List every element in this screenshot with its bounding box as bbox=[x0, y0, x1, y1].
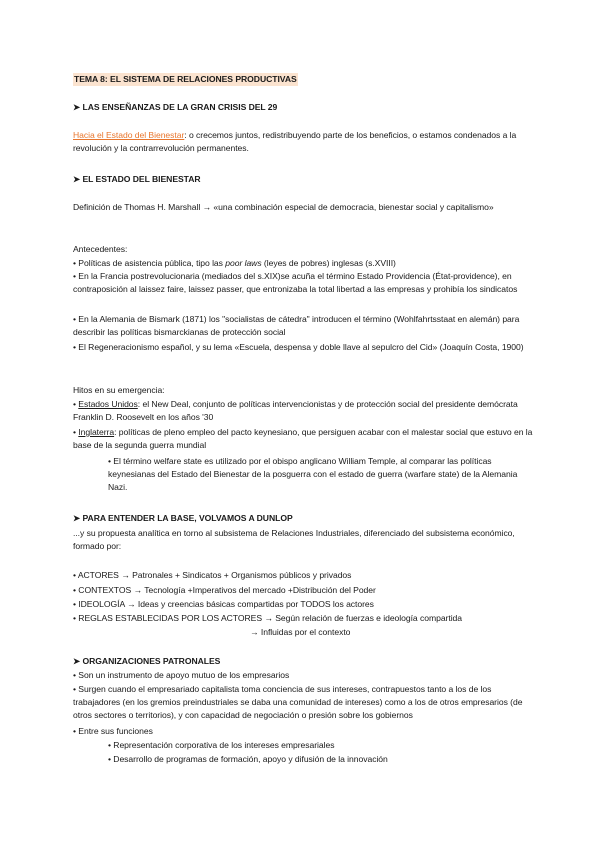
section-heading-crisis: ➤ LAS ENSEÑANZAS DE LA GRAN CRISIS DEL 29 bbox=[73, 102, 278, 112]
hitos-label: Hitos en su emergencia: bbox=[73, 385, 165, 395]
list-item: • CONTEXTOS → Tecnología +Imperativos del mercado +Distribución del Poder bbox=[73, 585, 376, 595]
page-title: TEMA 8: EL SISTEMA DE RELACIONES PRODUCTIVAS bbox=[73, 73, 298, 86]
sub-list-item: • Desarrollo de programas de formación, apoyo y difusión de la innovación bbox=[108, 754, 388, 764]
list-item: • REGLAS ESTABLECIDAS POR LOS ACTORES → Según relación de fuerzas e ideología compartida bbox=[73, 613, 463, 623]
hito-item-eeuu: • Estados Unidos: el New Deal, conjunto de políticas intervencionistas y de protección social del presidente demócrata Franklin D. Roosevelt en los años '30 bbox=[73, 399, 518, 423]
antecedente-item: • En la Francia postrevolucionaria (mediados del s.XIX)se acuña el término Estado Providencia (État-providence), en contraposición al laissez faire, laissez passer, que entronizaba la total libertad a las empresas y prohibía los sindicatos bbox=[73, 271, 518, 295]
antecedente-item: • El Regeneracionismo español, y su lema «Escuela, despensa y doble llave al sepulcro del Cid» (Joaquín Costa, 1900) bbox=[73, 342, 524, 352]
section-heading-patronales: ➤ ORGANIZACIONES PATRONALES bbox=[73, 656, 221, 666]
influidas-note: → Influidas por el contexto bbox=[250, 627, 351, 637]
dunlop-intro: ...y su propuesta analítica en torno al subsistema de Relaciones Industriales, diferenciado del subsistema económico, formado por: bbox=[73, 528, 515, 552]
section-heading-estado: ➤ EL ESTADO DEL BIENESTAR bbox=[73, 174, 201, 184]
list-item: • Surgen cuando el empresariado capitalista toma conciencia de sus intereses, contrapuestos tanto a los de los trabajadores (en los gremios preindustriales se daba una comunidad de intereses) como a los de otros empresarios (de otros sectores o territorios), y con capacidad de negociación o presión sobre los gobiernos bbox=[73, 684, 523, 721]
link-estado-bienestar[interactable]: Hacia el Estado del Bienestar bbox=[73, 130, 185, 140]
antecedentes-label: Antecedentes: bbox=[73, 244, 128, 254]
list-item: • ACTORES → Patronales + Sindicatos + Organismos públicos y privados bbox=[73, 570, 352, 580]
sub-list-item: • Representación corporativa de los intereses empresariales bbox=[108, 740, 335, 750]
paragraph-bienestar-text: : o crecemos juntos, redistribuyendo parte de los beneficios, o estamos condenados a la revolución y la contrarrevolución permanentes. bbox=[73, 130, 517, 154]
list-item: • Son un instrumento de apoyo mutuo de los empresarios bbox=[73, 670, 290, 680]
section-heading-dunlop: ➤ PARA ENTENDER LA BASE, VOLVAMOS A DUNLOP bbox=[73, 513, 293, 523]
paragraph-bienestar bbox=[73, 129, 533, 155]
definition-marshall: Definición de Thomas H. Marshall → «una combinación especial de democracia, bienestar social y capitalismo» bbox=[73, 202, 494, 212]
list-item: • IDEOLOGÍA → Ideas y creencias básicas compartidas por TODOS los actores bbox=[73, 599, 374, 609]
hito-subitem-welfare: • El término welfare state es utilizado por el obispo anglicano William Temple, al comparar las políticas keynesianas del Estado del Bienestar de la posguerra con el estado de guerra (warfare state) de la Alemania Nazi. bbox=[108, 456, 518, 493]
antecedente-item: • En la Alemania de Bismark (1871) los "socialistas de cátedra" introducen el término (Wohlfahrtsstaat en alemán) para describir las políticas bismarckianas de protección social bbox=[73, 314, 520, 338]
antecedente-item: • Políticas de asistencia pública, tipo las poor laws (leyes de pobres) inglesas (s.XVIII) bbox=[73, 258, 396, 268]
hito-item-inglaterra: • Inglaterra: políticas de pleno empleo del pacto keynesiano, que persiguen acabar con el malestar social que estuvo en la base de la segunda guerra mundial bbox=[73, 427, 533, 451]
list-item: • Entre sus funciones bbox=[73, 726, 153, 736]
